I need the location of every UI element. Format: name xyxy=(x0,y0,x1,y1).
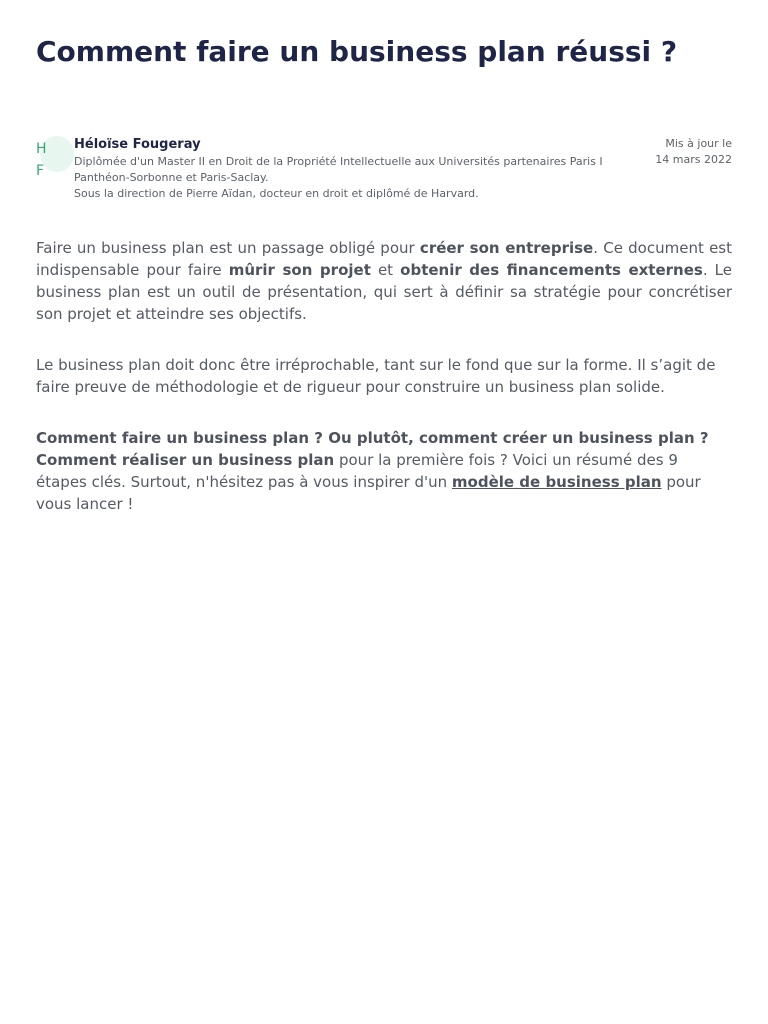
author-credential: Diplômée d'un Master II en Droit de la Propriété Intellectuelle aux Universités partenaires Paris I Panthéon-Sorbonne et Paris-Saclay. xyxy=(74,155,603,184)
paragraph-text: pour la première fois ? Voici un résumé des 9 étapes clés. Surtout, n'hésitez pas à vous inspirer d'un xyxy=(36,451,678,491)
paragraph-text: Le business plan doit donc être irréprochable, tant sur le fond que sur la forme. Il s’agit de faire preuve de méthodologie et de rigueur pour construire un business plan solide. xyxy=(36,356,716,396)
avatar xyxy=(36,136,74,179)
business-plan-template-link[interactable]: modèle de business plan xyxy=(451,473,662,491)
paragraph-text: . Le business plan est un outil de présentation, qui sert à définir sa stratégie pour concrétiser son projet et atteindre ses objectifs. xyxy=(36,261,733,323)
article-body xyxy=(36,237,732,544)
paragraph-text: et xyxy=(370,261,401,279)
avatar-initials: HF xyxy=(36,141,47,179)
author-info xyxy=(74,136,654,202)
highlight-financements: obtenir des financements externes xyxy=(400,261,703,279)
updated-label: Mis à jour le xyxy=(665,137,732,150)
author-block xyxy=(36,136,732,208)
update-info xyxy=(652,136,732,168)
author-name: Héloïse Fougeray xyxy=(74,137,201,152)
author-supervisor: Sous la direction de Pierre Aïdan, docteur en droit et diplômé de Harvard. xyxy=(74,187,479,200)
paragraph-steps xyxy=(36,427,732,515)
updated-date: 14 mars 2022 xyxy=(655,153,732,166)
article-title: Comment faire un business plan réussi ? xyxy=(36,35,678,68)
highlight-questions: Comment faire un business plan ? Ou plutôt, comment créer un business plan ? Comment réaliser un business plan xyxy=(36,429,709,469)
paragraph-text: . Ce document est indispensable pour faire xyxy=(36,239,732,279)
paragraph-methodology xyxy=(36,354,732,398)
highlight-creer-entreprise: créer son entreprise xyxy=(419,239,594,257)
paragraph-intro xyxy=(36,237,732,325)
paragraph-text: Faire un business plan est un passage obligé pour xyxy=(36,239,420,257)
paragraph-text: pour vous lancer ! xyxy=(36,473,701,513)
highlight-murir-projet: mûrir son projet xyxy=(228,261,371,279)
